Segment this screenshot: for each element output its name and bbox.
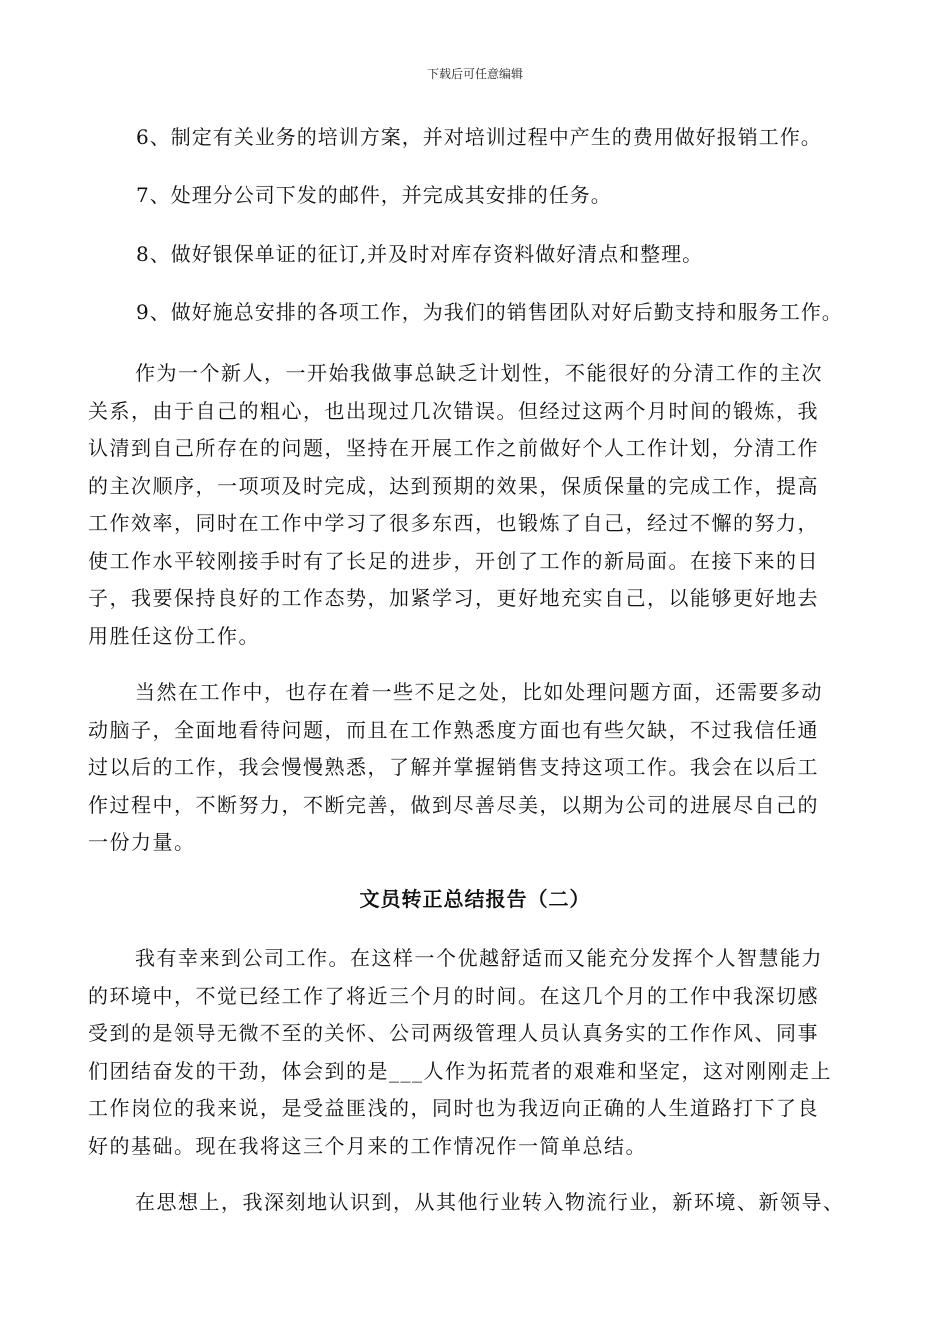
paragraph-introduction: [88, 940, 868, 1165]
paragraph-line: 在思想上，我深刻地认识到，从其他行业转入物流行业，新环境、新领导、: [135, 1190, 845, 1214]
list-item-6: 6、制定有关业务的培训方案，并对培训过程中产生的费用做好报销工作。: [136, 125, 822, 149]
paragraph-line: 关系，由于自己的粗心，也出现过几次错误。但经过这两个月时间的锻炼，我: [88, 398, 819, 423]
paragraph-line: 们团结奋发的干劲，体会到的是___人作为拓荒者的艰难和坚定，这对刚刚走上: [88, 1058, 832, 1083]
list-item-9: 9、做好施总安排的各项工作，为我们的销售团队对好后勤支持和服务工作。: [136, 300, 843, 324]
paragraph-line: 的主次顺序，一项项及时完成，达到预期的效果，保质保量的完成工作，提高: [88, 473, 819, 498]
paragraph-line: 子，我要保持良好的工作态势，加紧学习，更好地充实自己，以能够更好地去: [88, 586, 819, 610]
paragraph-line: 受到的是领导无微不至的关怀、公司两级管理人员认真务实的工作作风、同事: [88, 1021, 819, 1045]
paragraph-line: 过以后的工作，我会慢慢熟悉，了解并掌握销售支持这项工作。我会在以后工: [88, 755, 819, 779]
paragraph-line: 工作岗位的我来说，是受益匪浅的，同时也为我迈向正确的人生道路打下了良: [88, 1096, 819, 1120]
list-item-8: 8、做好银保单证的征订,并及时对库存资料做好清点和整理。: [136, 242, 704, 266]
paragraph-line: 一份力量。: [88, 830, 196, 854]
paragraph-line: 我有幸来到公司工作。在这样一个优越舒适而又能充分发挥个人智慧能力: [135, 946, 823, 970]
page-header-note: 下载后可任意编辑: [426, 67, 523, 81]
paragraph-new-employee-reflection: [88, 355, 868, 655]
paragraph-line: 认清到自己所存在的问题，坚持在开展工作之前做好个人工作计划，分清工作: [88, 436, 819, 460]
paragraph-line: 当然在工作中，也存在着一些不足之处，比如处理问题方面，还需要多动: [135, 680, 823, 704]
section-title: 文员转正总结报告（二）: [359, 887, 591, 911]
paragraph-line: 作为一个新人，一开始我做事总缺乏计划性，不能很好的分清工作的主次: [135, 361, 823, 385]
paragraph-line: 好的基础。现在我将这三个月来的工作情况作一简单总结。: [88, 1133, 647, 1158]
paragraph-line: 使工作水平较刚接手时有了长足的进步，开创了工作的新局面。在接下来的日: [88, 548, 819, 573]
paragraph-line: 用胜任这份工作。: [88, 623, 260, 648]
paragraph-line: 作过程中，不断努力，不断完善，做到尽善尽美，以期为公司的进展尽自己的: [88, 792, 819, 817]
paragraph-shortcomings: [88, 674, 868, 862]
paragraph-line: 动脑子，全面地看待问题，而且在工作熟悉度方面也有些欠缺，不过我信任通: [88, 717, 819, 742]
paragraph-thoughts: [88, 1184, 868, 1222]
paragraph-line: 的环境中，不觉已经工作了将近三个月的时间。在这几个月的工作中我深切感: [88, 983, 819, 1008]
list-item-7: 7、处理分公司下发的邮件，并完成其安排的任务。: [136, 183, 612, 207]
paragraph-line: 工作效率，同时在工作中学习了很多东西，也锻炼了自己，经过不懈的努力，: [88, 511, 819, 535]
